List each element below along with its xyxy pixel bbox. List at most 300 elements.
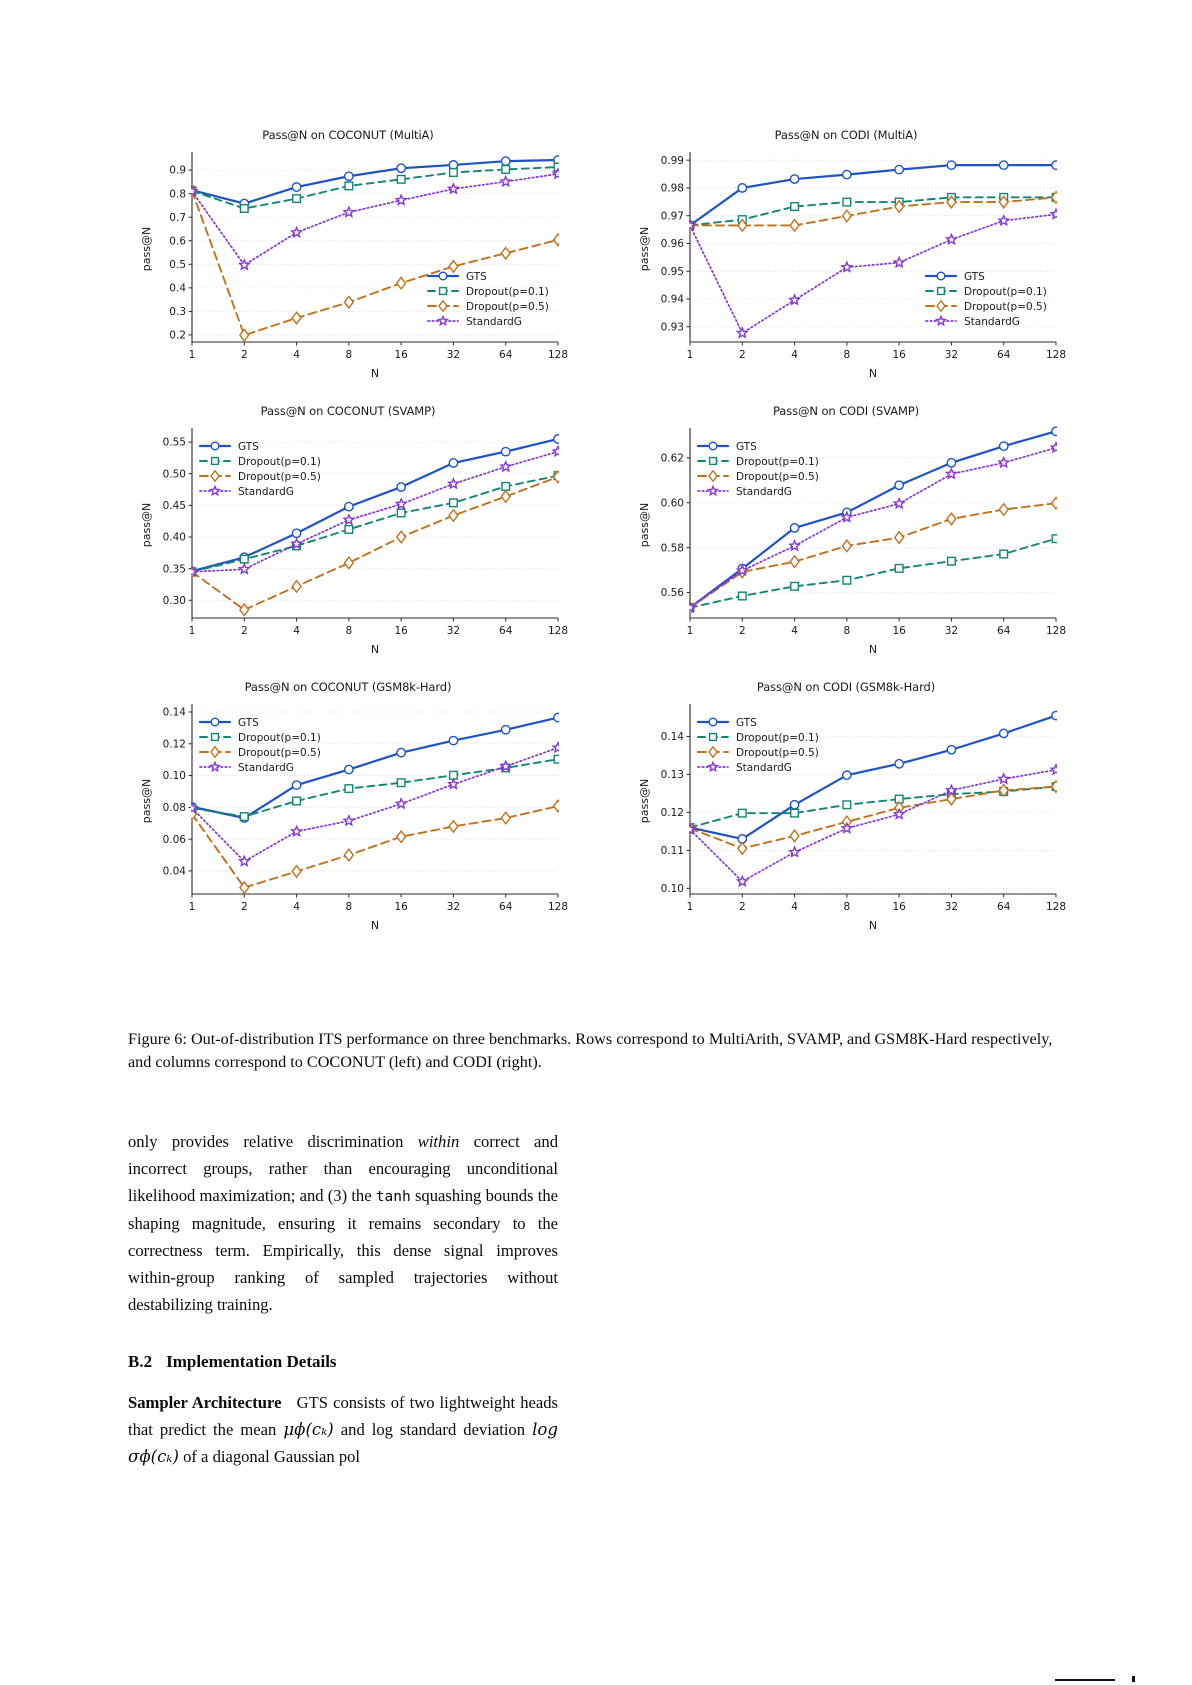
x-tick-label: 16: [394, 901, 408, 913]
data-point-marker: [1000, 442, 1008, 450]
paragraph-sampler-architecture: [128, 1389, 558, 1470]
x-tick-label: 64: [499, 349, 513, 361]
data-point-marker: [894, 809, 904, 818]
data-point-marker: [344, 849, 353, 861]
y-tick-label: 0.10: [162, 770, 186, 783]
chart-title: Pass@N on CODI (SVAMP): [772, 404, 920, 418]
x-tick-label: 1: [188, 349, 196, 361]
chart-legend: [698, 441, 819, 498]
legend-marker: [938, 288, 945, 295]
chart-title: Pass@N on CODI (GSM8k-Hard): [756, 680, 936, 694]
data-point-marker: [344, 816, 354, 825]
legend-marker: [211, 486, 220, 494]
y-tick-label: 0.30: [162, 594, 186, 607]
legend-label: Dropout(p=0.1): [238, 731, 321, 744]
data-point-marker: [1052, 427, 1060, 435]
data-point-marker: [344, 296, 353, 308]
legend-label: Dropout(p=0.5): [736, 470, 819, 483]
data-point-marker: [292, 866, 301, 878]
x-tick-label: 8: [843, 349, 851, 361]
x-tick-label: 2: [738, 901, 746, 913]
data-point-marker: [501, 462, 511, 471]
data-point-marker: [1052, 497, 1061, 509]
legend-marker: [211, 442, 219, 450]
data-point-marker: [292, 183, 300, 191]
page-bottom-tick: [1132, 1676, 1135, 1682]
data-point-marker: [737, 328, 747, 337]
y-axis-label: pass@N: [638, 778, 651, 824]
x-tick-label: 128: [1045, 625, 1066, 637]
caption-text: Out-of-distribution ITS performance on three benchmarks. Rows correspond to MultiArith, SVAMP, and GSM8K-Hard respectively, and columns correspond to COCONUT (left) and CODI (right).: [128, 1030, 1053, 1071]
legend-label: Dropout(p=0.1): [238, 455, 321, 468]
y-axis-label: pass@N: [140, 502, 153, 548]
paragraph-shaping: [128, 1128, 558, 1318]
y-tick-label: 0.55: [162, 436, 186, 449]
legend-marker: [211, 471, 219, 482]
data-point-marker: [895, 165, 903, 173]
chart-legend: [698, 717, 819, 774]
legend-label: StandardG: [736, 485, 792, 498]
data-point-marker: [843, 801, 851, 809]
data-point-marker: [1000, 729, 1008, 737]
legend-marker: [937, 272, 945, 280]
data-point-marker: [843, 198, 851, 206]
chart-svg: [626, 396, 1066, 666]
data-point-marker: [790, 295, 800, 304]
data-point-marker: [790, 830, 799, 842]
data-point-marker: [948, 557, 956, 565]
y-tick-label: 0.14: [162, 706, 186, 719]
legend-marker: [709, 762, 718, 770]
data-point-marker: [843, 170, 851, 178]
data-point-marker: [397, 831, 406, 843]
y-tick-label: 0.40: [162, 531, 186, 544]
data-point-marker: [449, 161, 457, 169]
y-tick-label: 0.96: [660, 238, 684, 251]
data-point-marker: [842, 210, 851, 222]
x-tick-label: 128: [547, 901, 568, 913]
x-tick-label: 8: [843, 625, 851, 637]
data-point-marker: [738, 809, 746, 817]
data-point-marker: [397, 531, 406, 543]
figure-6: [128, 120, 1068, 940]
legend-label: StandardG: [238, 485, 294, 498]
page-bottom-rule: [1055, 1679, 1115, 1681]
data-point-marker: [843, 771, 851, 779]
chart-svg: [128, 396, 568, 666]
y-tick-label: 0.12: [162, 738, 186, 751]
para1-code-tanh: tanh: [375, 1189, 411, 1206]
legend-marker: [440, 288, 447, 295]
y-tick-label: 0.6: [169, 235, 186, 248]
x-tick-label: 16: [892, 349, 906, 361]
data-point-marker: [1051, 209, 1061, 218]
chart-legend: [200, 717, 321, 774]
x-axis-label: N: [370, 919, 380, 932]
data-point-marker: [895, 760, 903, 768]
y-tick-label: 0.04: [162, 865, 186, 878]
x-tick-label: 1: [188, 625, 196, 637]
data-point-marker: [502, 447, 510, 455]
chart-codi-multia: [626, 120, 1066, 390]
x-tick-label: 64: [499, 625, 513, 637]
data-point-marker: [790, 801, 798, 809]
data-point-marker: [791, 583, 799, 591]
x-tick-label: 128: [547, 349, 568, 361]
y-tick-label: 0.8: [169, 188, 186, 201]
data-point-marker: [554, 435, 562, 443]
y-tick-label: 0.50: [162, 468, 186, 481]
data-point-marker: [345, 526, 353, 534]
legend-marker: [439, 316, 448, 324]
legend-label: GTS: [964, 270, 985, 283]
data-point-marker: [397, 164, 405, 172]
legend-label: GTS: [466, 270, 487, 283]
legend-label: GTS: [736, 440, 757, 453]
para2-seg3: of a diagonal Gaussian pol: [178, 1446, 361, 1466]
x-tick-label: 8: [345, 901, 353, 913]
data-point-marker: [501, 761, 511, 770]
legend-marker: [439, 272, 447, 280]
data-point-marker: [553, 447, 563, 456]
y-tick-label: 0.99: [660, 154, 684, 167]
y-tick-label: 0.98: [660, 182, 684, 195]
data-point-marker: [502, 483, 510, 491]
data-point-marker: [450, 169, 458, 177]
y-axis-label: pass@N: [140, 226, 153, 272]
y-tick-label: 0.11: [660, 844, 684, 857]
data-point-marker: [501, 177, 511, 186]
x-tick-label: 2: [738, 349, 746, 361]
data-point-marker: [1000, 161, 1008, 169]
data-point-marker: [292, 529, 300, 537]
data-point-marker: [345, 502, 353, 510]
data-point-marker: [292, 227, 302, 236]
data-point-marker: [842, 262, 852, 271]
para1-seg1: only provides relative discrimination: [128, 1132, 418, 1151]
x-tick-label: 8: [843, 901, 851, 913]
data-point-marker: [947, 513, 956, 525]
data-point-marker: [449, 821, 458, 833]
data-point-marker: [449, 510, 458, 522]
data-point-marker: [894, 258, 904, 267]
data-point-marker: [292, 539, 302, 548]
y-tick-label: 0.08: [162, 801, 186, 814]
data-point-marker: [790, 220, 799, 232]
para1-seg2: correct and incorrect groups, rather than encouraging unconditional likelihood maximization; and (3) the: [128, 1132, 559, 1206]
data-point-marker: [396, 799, 406, 808]
data-point-marker: [790, 847, 800, 856]
x-tick-label: 64: [997, 901, 1011, 913]
x-tick-label: 128: [547, 625, 568, 637]
x-tick-label: 64: [997, 349, 1011, 361]
x-tick-label: 32: [446, 625, 461, 637]
data-point-marker: [345, 172, 353, 180]
data-point-marker: [449, 779, 459, 788]
legend-marker: [710, 734, 717, 741]
x-tick-label: 1: [686, 349, 694, 361]
data-point-marker: [239, 856, 249, 865]
legend-label: Dropout(p=0.1): [736, 731, 819, 744]
y-axis-label: pass@N: [638, 502, 651, 548]
legend-label: GTS: [736, 716, 757, 729]
data-point-marker: [738, 843, 747, 855]
data-point-marker: [895, 481, 903, 489]
data-point-marker: [397, 509, 405, 517]
chart-svg: [128, 120, 568, 390]
legend-label: StandardG: [238, 761, 294, 774]
caption-label: Figure 6:: [128, 1030, 187, 1048]
legend-label: Dropout(p=0.1): [466, 285, 549, 298]
y-tick-label: 0.45: [162, 499, 186, 512]
body-column: [128, 1128, 558, 1470]
x-tick-label: 128: [1045, 349, 1066, 361]
legend-label: StandardG: [964, 315, 1020, 328]
section-heading-b2: [128, 1348, 558, 1376]
x-axis-label: N: [868, 643, 878, 656]
data-point-marker: [999, 774, 1009, 783]
data-point-marker: [449, 736, 457, 744]
chart-legend: [428, 271, 549, 328]
data-point-marker: [292, 781, 300, 789]
data-point-marker: [895, 532, 904, 544]
x-tick-label: 64: [997, 625, 1011, 637]
x-tick-label: 4: [293, 625, 300, 637]
data-point-marker: [449, 184, 459, 193]
data-point-marker: [999, 216, 1009, 225]
data-point-marker: [842, 540, 851, 552]
y-tick-label: 0.14: [660, 731, 684, 744]
x-tick-label: 64: [499, 901, 513, 913]
x-tick-label: 4: [791, 901, 798, 913]
data-point-marker: [501, 491, 510, 503]
x-tick-label: 8: [345, 625, 353, 637]
y-axis-label: pass@N: [638, 226, 651, 272]
para1-seg3: squashing bounds the shaping magnitude, ensuring it remains secondary to the correctness term. Empirically, this dense signal improves within-group ranking of sampled trajectories without destabilizing training.: [128, 1186, 558, 1314]
data-point-marker: [240, 329, 249, 341]
data-point-marker: [345, 182, 353, 190]
x-tick-label: 128: [1045, 901, 1066, 913]
data-point-marker: [1051, 443, 1061, 452]
x-axis-label: N: [370, 643, 380, 656]
x-tick-label: 1: [188, 901, 196, 913]
x-axis-label: N: [370, 367, 380, 380]
y-tick-label: 0.06: [162, 833, 186, 846]
x-tick-label: 4: [791, 625, 798, 637]
data-point-marker: [554, 713, 562, 721]
y-tick-label: 0.60: [660, 497, 684, 510]
x-tick-label: 32: [944, 349, 959, 361]
section-number: B.2: [128, 1351, 153, 1371]
legend-marker: [211, 747, 219, 758]
data-point-marker: [240, 555, 248, 563]
y-axis-label: pass@N: [140, 778, 153, 824]
legend-marker: [212, 458, 219, 465]
legend-marker: [709, 486, 718, 494]
series-line-standardg: [690, 770, 1056, 882]
y-tick-label: 0.4: [169, 282, 186, 295]
legend-label: Dropout(p=0.5): [736, 746, 819, 759]
legend-label: Dropout(p=0.1): [964, 285, 1047, 298]
x-tick-label: 2: [240, 625, 248, 637]
data-point-marker: [501, 247, 510, 259]
data-point-marker: [501, 812, 510, 824]
para2-seg1: GTS consists of two lightweight heads that predict the mean: [128, 1392, 558, 1439]
x-tick-label: 32: [446, 901, 461, 913]
chart-coconut-gsm8k-hard: [128, 672, 568, 942]
chart-svg: [626, 672, 1066, 942]
legend-marker: [709, 718, 717, 726]
data-point-marker: [345, 765, 353, 773]
data-point-marker: [894, 499, 904, 508]
legend-label: Dropout(p=0.5): [238, 470, 321, 483]
y-tick-label: 0.2: [169, 329, 186, 342]
data-point-marker: [554, 234, 563, 246]
chart-title: Pass@N on COCONUT (GSM8k-Hard): [244, 680, 452, 694]
legend-label: StandardG: [466, 315, 522, 328]
x-tick-label: 2: [240, 901, 248, 913]
data-point-marker: [895, 565, 903, 573]
y-tick-label: 0.62: [660, 452, 684, 465]
legend-marker: [709, 471, 717, 482]
x-tick-label: 1: [686, 625, 694, 637]
data-point-marker: [554, 800, 563, 812]
runin-heading: Sampler Architecture: [128, 1392, 282, 1412]
data-point-marker: [450, 499, 458, 507]
y-tick-label: 0.93: [660, 321, 684, 334]
data-point-marker: [397, 779, 405, 787]
chart-codi-gsm8k-hard: [626, 672, 1066, 942]
data-point-marker: [947, 469, 957, 478]
data-point-marker: [396, 499, 406, 508]
data-point-marker: [999, 458, 1009, 467]
y-tick-label: 0.94: [660, 293, 684, 306]
legend-marker: [211, 762, 220, 770]
legend-label: Dropout(p=0.1): [736, 455, 819, 468]
data-point-marker: [947, 161, 955, 169]
data-point-marker: [947, 746, 955, 754]
data-point-marker: [738, 184, 746, 192]
legend-marker: [709, 442, 717, 450]
data-point-marker: [999, 504, 1008, 516]
data-point-marker: [947, 785, 957, 794]
para1-emphasis: within: [417, 1132, 460, 1151]
para2-math-sigma: log σϕ(cₖ): [128, 1419, 558, 1466]
data-point-marker: [397, 277, 406, 289]
data-point-marker: [344, 515, 354, 524]
data-point-marker: [449, 261, 458, 273]
data-point-marker: [396, 195, 406, 204]
data-point-marker: [345, 785, 353, 793]
data-point-marker: [1051, 765, 1061, 774]
data-point-marker: [502, 166, 510, 174]
data-point-marker: [449, 479, 459, 488]
x-tick-label: 4: [293, 349, 300, 361]
data-point-marker: [292, 581, 301, 593]
data-point-marker: [293, 195, 301, 203]
data-point-marker: [344, 207, 354, 216]
y-tick-label: 0.12: [660, 806, 684, 819]
legend-marker: [710, 458, 717, 465]
x-tick-label: 4: [293, 901, 300, 913]
para2-seg2: and log standard deviation: [333, 1419, 533, 1439]
y-tick-label: 0.3: [169, 305, 186, 318]
data-point-marker: [502, 157, 510, 165]
data-point-marker: [791, 809, 799, 817]
x-tick-label: 32: [446, 349, 461, 361]
data-point-marker: [1052, 535, 1060, 543]
data-point-marker: [1000, 550, 1008, 558]
data-point-marker: [397, 748, 405, 756]
data-point-marker: [947, 459, 955, 467]
legend-marker: [937, 301, 945, 312]
chart-title: Pass@N on CODI (MultiA): [774, 128, 918, 142]
section-title: Implementation Details: [166, 1351, 337, 1371]
x-tick-label: 16: [394, 349, 408, 361]
y-tick-label: 0.9: [169, 164, 186, 177]
x-tick-label: 2: [240, 349, 248, 361]
data-point-marker: [947, 235, 957, 244]
data-point-marker: [240, 813, 248, 821]
chart-grid: [128, 120, 1068, 942]
legend-marker: [937, 316, 946, 324]
legend-label: StandardG: [736, 761, 792, 774]
x-tick-label: 8: [345, 349, 353, 361]
y-tick-label: 0.13: [660, 769, 684, 782]
data-point-marker: [790, 556, 799, 568]
data-point-marker: [790, 541, 800, 550]
x-tick-label: 4: [791, 349, 798, 361]
data-point-marker: [344, 557, 353, 569]
chart-coconut-multia: [128, 120, 568, 390]
data-point-marker: [292, 826, 302, 835]
data-point-marker: [397, 176, 405, 184]
legend-marker: [212, 734, 219, 741]
legend-label: Dropout(p=0.5): [238, 746, 321, 759]
data-point-marker: [1052, 161, 1060, 169]
x-tick-label: 32: [944, 625, 959, 637]
data-point-marker: [791, 203, 799, 211]
data-point-marker: [553, 743, 563, 752]
x-tick-label: 16: [892, 901, 906, 913]
legend-marker: [439, 301, 447, 312]
legend-marker: [211, 718, 219, 726]
y-tick-label: 0.95: [660, 265, 684, 278]
data-point-marker: [843, 576, 851, 584]
data-point-marker: [240, 604, 249, 616]
data-point-marker: [240, 205, 248, 213]
y-tick-label: 0.5: [169, 258, 186, 271]
data-point-marker: [738, 592, 746, 600]
x-axis-label: N: [868, 919, 878, 932]
y-tick-label: 0.56: [660, 587, 684, 600]
para2-math-mu: μϕ(cₖ): [283, 1419, 334, 1439]
data-point-marker: [397, 483, 405, 491]
chart-svg: [626, 120, 1066, 390]
y-tick-label: 0.10: [660, 882, 684, 895]
legend-label: Dropout(p=0.5): [964, 300, 1047, 313]
data-point-marker: [554, 755, 562, 763]
chart-svg: [128, 672, 568, 942]
x-tick-label: 16: [394, 625, 408, 637]
legend-label: Dropout(p=0.5): [466, 300, 549, 313]
data-point-marker: [293, 797, 301, 805]
x-axis-label: N: [868, 367, 878, 380]
chart-codi-svamp: [626, 396, 1066, 666]
data-point-marker: [502, 726, 510, 734]
chart-title: Pass@N on COCONUT (SVAMP): [260, 404, 436, 418]
figure-caption: [128, 1028, 1072, 1074]
